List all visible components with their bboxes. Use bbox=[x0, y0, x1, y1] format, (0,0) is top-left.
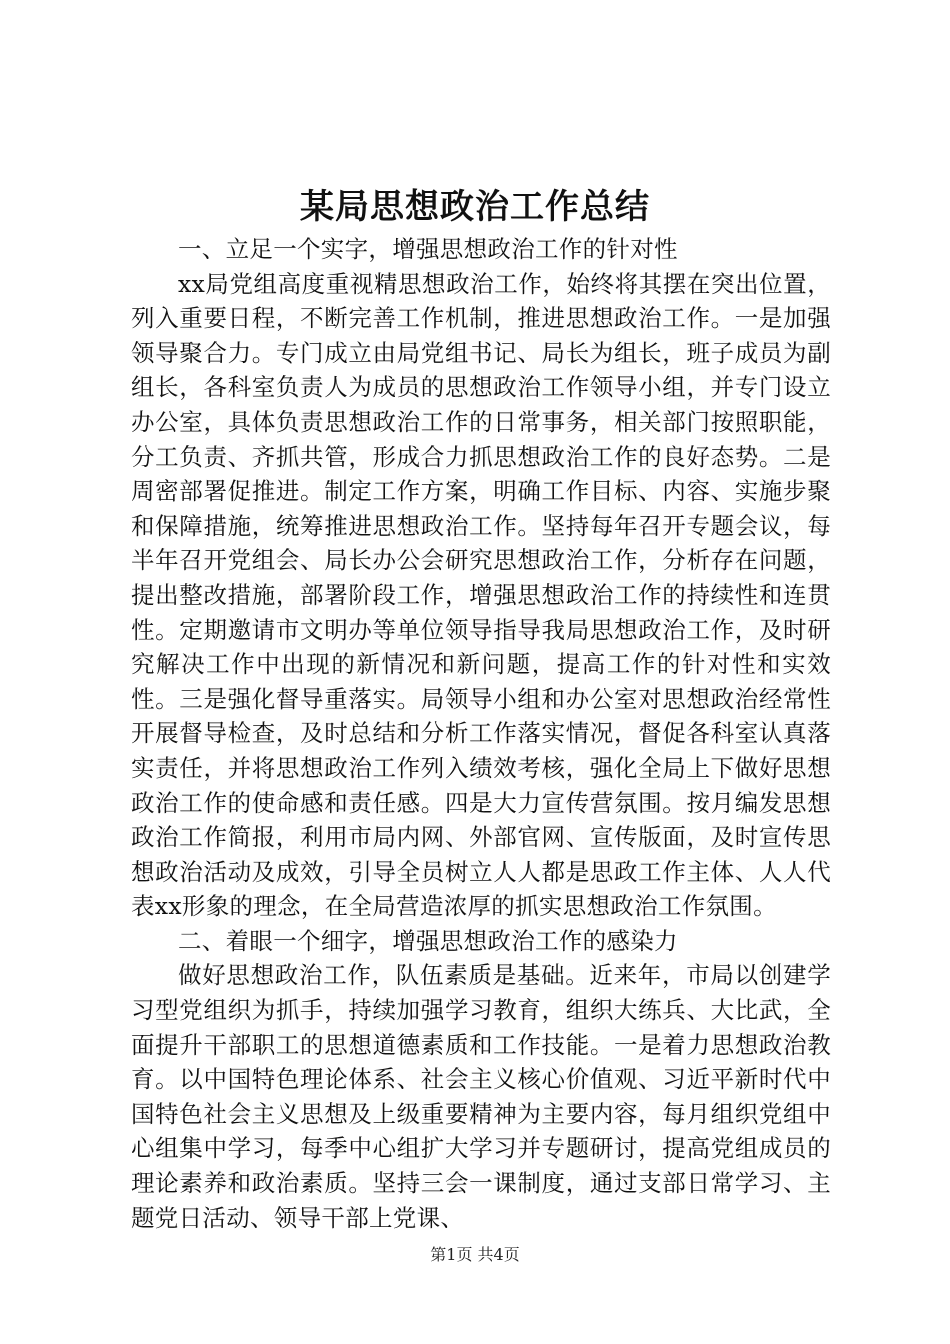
section-heading-1: 一、立足一个实字，增强思想政治工作的针对性 bbox=[178, 235, 678, 263]
section-heading-2: 二、着眼一个细字，增强思想政治工作的感染力 bbox=[178, 926, 678, 955]
document-title: 某局思想政治工作总结 bbox=[300, 187, 650, 227]
body-paragraph-2: 做好思想政治工作，队伍素质是基础。近来年，市局以创建学习型党组织为抓手，持续加强学习教育，组织大练兵、大比武，全面提升干部职工的思想道德素质和工作技能。一是着力思想政治教育。以中国特色理论体系、社会主义核心价值观、习近平新时代中国特色社会主义思想及上级重要精神为主要内容，每月组织党组中心组集中学习，每季中心组扩大学习并专题研讨，提高党组成员的理论素养和政治素质。坚持三会一课制度，通过支部日常学习、主题党日活动、领导干部上党课、 bbox=[131, 961, 831, 1232]
body-paragraph-1: xx局党组高度重视精思想政治工作，始终将其摆在突出位置，列入重要日程，不断完善工作机制，推进思想政治工作。一是加强领导聚合力。专门成立由局党组书记、局长为组长，班子成员为副组长，各科室负责人为成员的思想政治工作领导小组，并专门设立办公室，具体负责思想政治工作的日常事务，相关部门按照职能，分工负责、齐抓共管，形成合力抓思想政治工作的良好态势。二是周密部署促推进。制定工作方案，明确工作目标、内容、实施步聚和保障措施，统筹推进思想政治工作。坚持每年召开专题会议，每半年召开党组会、局长办公会研究思想政治工作，分析存在问题，提出整改措施，部署阶段工作，增强思想政治工作的持续性和连贯性。定期邀请市文明办等单位领导指导我局思想政治工作，及时研究解决工作中出现的新情况和新问题，提高工作的针对性和实效性。三是强化督导重落实。局领导小组和办公室对思想政治经常性开展督导检查，及时总结和分析工作落实情况，督促各科室认真落实责任，并将思想政治工作列入绩效考核，强化全局上下做好思想政治工作的使命感和责任感。四是大力宣传营氛围。按月编发思想政治工作简报，利用市局内网、外部官网、宣传版面，及时宣传思想政治活动及成效，引导全员树立人人都是思政工作主体、人人代表xx形象的理念，在全局营造浓厚的抓实思想政治工作氛围。 bbox=[131, 269, 831, 921]
page-number-footer: 第1页 共4页 bbox=[430, 1245, 520, 1264]
document-body bbox=[131, 232, 831, 1235]
